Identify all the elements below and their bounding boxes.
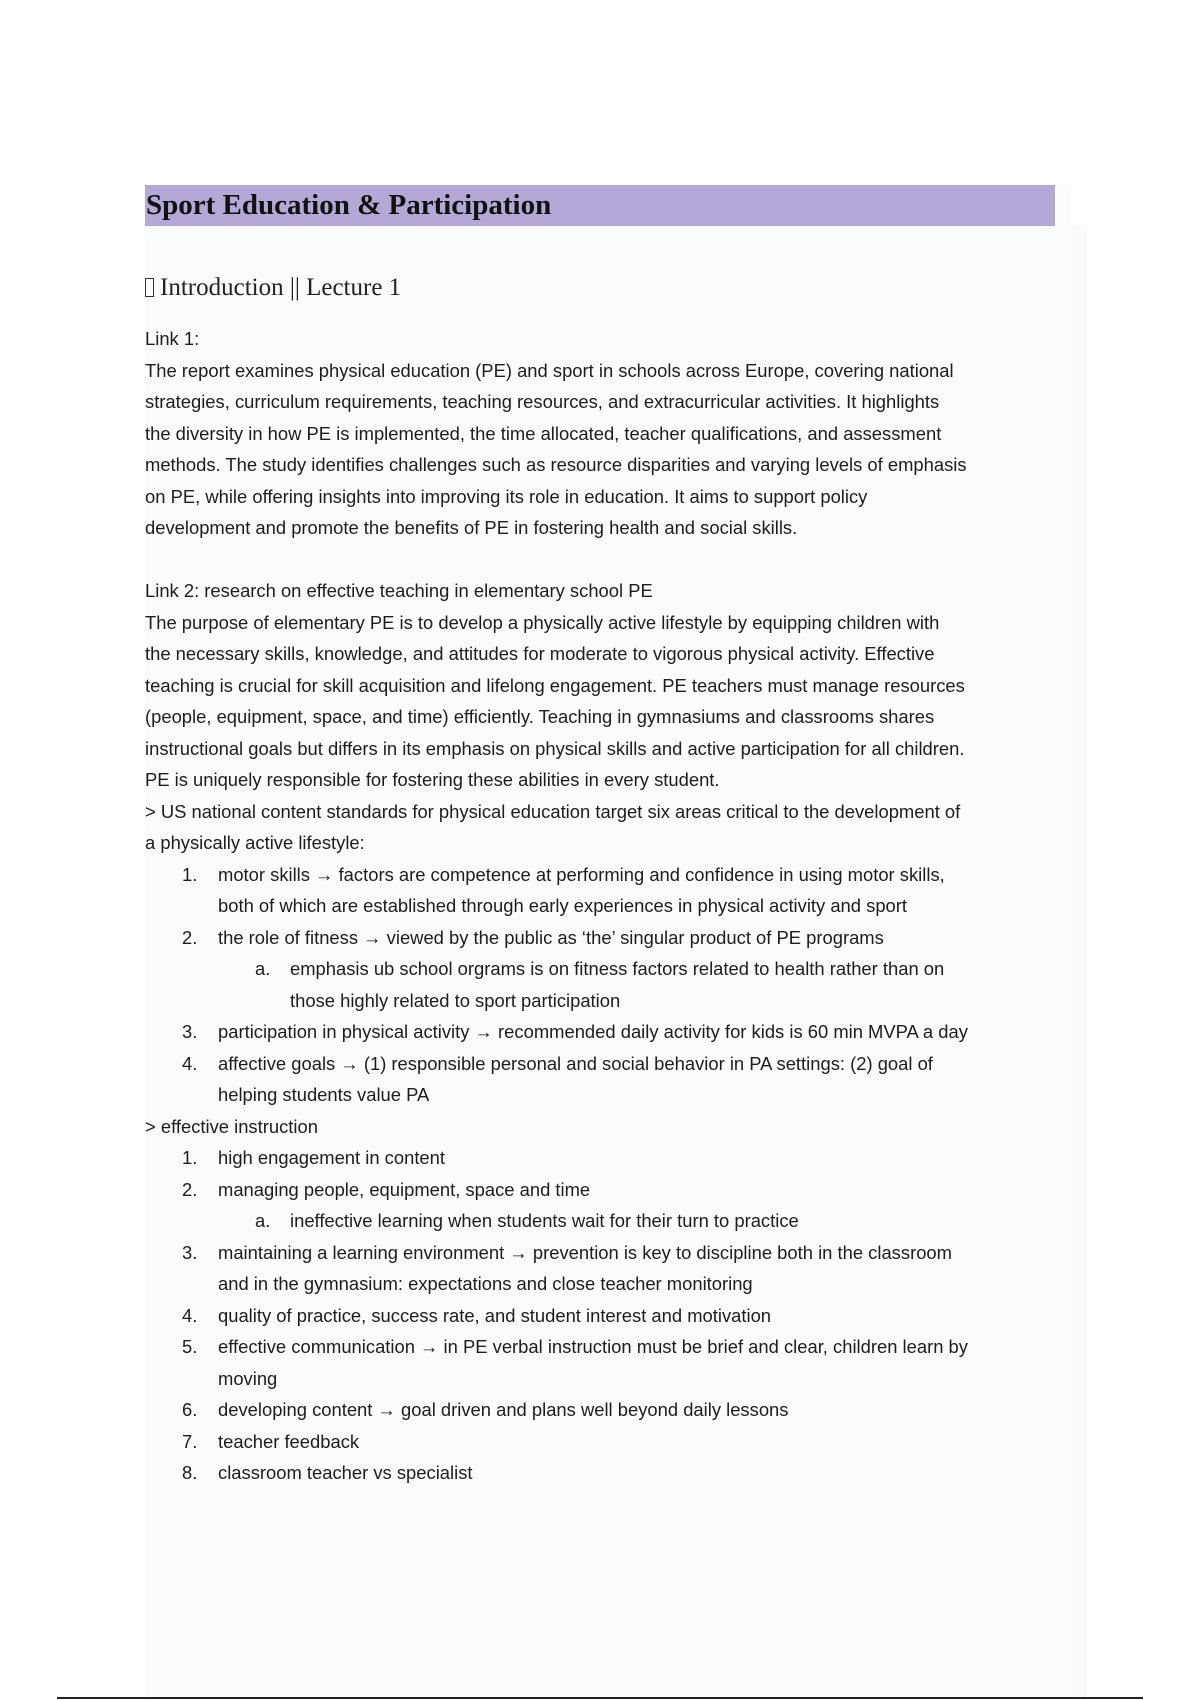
- sub-item-text: emphasis ub school orgrams is on fitness factors related to health rather than on: [290, 958, 945, 979]
- standards-intro-line: a physically active lifestyle:: [145, 832, 365, 853]
- standards-intro-line: > US national content standards for physical education target six areas critical to the development of: [145, 800, 961, 822]
- instruction-list-item: [145, 1426, 1080, 1458]
- section-heading: [145, 270, 401, 305]
- instruction-list-item: [145, 1457, 1080, 1489]
- link-2-label: Link 2: research on effective teaching in elementary school PE: [145, 580, 653, 601]
- footer-rule: [57, 1697, 1143, 1699]
- paragraph-line: methods. The study identifies challenges such as resource disparities and varying levels of emphasis: [145, 454, 967, 475]
- list-number: 1.: [182, 863, 198, 885]
- sub-item-text: ineffective learning when students wait for their turn to practice: [290, 1210, 799, 1231]
- paragraph-line: development and promote the benefits of PE in fostering health and social skills.: [145, 517, 798, 538]
- list-item-text: classroom teacher vs specialist: [218, 1462, 473, 1483]
- list-number: 7.: [182, 1430, 198, 1452]
- paragraph-spacer: [145, 544, 1080, 576]
- sub-item-continuation: those highly related to sport participation: [290, 989, 621, 1011]
- sub-list-letter: a.: [255, 1210, 271, 1231]
- section-heading-text: Introduction || Lecture 1: [160, 274, 402, 301]
- instruction-list-item: [145, 1174, 1080, 1206]
- paragraph-line: strategies, curriculum requirements, teaching resources, and extracurricular activities. It highlights: [145, 391, 940, 412]
- list-item-text: the role of fitness → viewed by the public as ‘the’ singular product of PE programs: [218, 926, 884, 948]
- paragraph-line: teaching is crucial for skill acquisition and lifelong engagement. PE teachers must manage resources: [145, 674, 965, 696]
- document-title: Sport Education & Participation: [145, 185, 1055, 226]
- paragraph-line: (people, equipment, space, and time) efficiently. Teaching in gymnasiums and classrooms shares: [145, 706, 935, 727]
- list-number: 4.: [182, 1304, 198, 1326]
- list-item-text: motor skills → factors are competence at performing and confidence in using motor skills,: [218, 863, 945, 885]
- list-item-text: developing content → goal driven and plans well beyond daily lessons: [218, 1399, 789, 1420]
- document-page: [145, 185, 1071, 1700]
- paragraph-line: instructional goals but differs in its emphasis on physical skills and active participation for all children.: [145, 737, 965, 759]
- sub-list-letter: a.: [255, 958, 271, 979]
- instruction-list-item: [145, 1394, 1080, 1426]
- list-number: 8.: [182, 1462, 198, 1483]
- list-number: 4.: [182, 1052, 198, 1074]
- paragraph-line: the diversity in how PE is implemented, the time allocated, teacher qualifications, and assessment: [145, 422, 942, 444]
- list-item-text: participation in physical activity → recommended daily activity for kids is 60 min MVPA a day: [218, 1021, 968, 1042]
- list-number: 3.: [182, 1021, 198, 1042]
- list-item-text: quality of practice, success rate, and student interest and motivation: [218, 1304, 772, 1326]
- list-number: 6.: [182, 1399, 198, 1420]
- instruction-intro: > effective instruction: [145, 1115, 318, 1137]
- paragraph-line: The purpose of elementary PE is to develop a physically active lifestyle by equipping children with: [145, 611, 940, 633]
- list-item-continuation: helping students value PA: [218, 1084, 430, 1105]
- instruction-list-item: [145, 1331, 1080, 1363]
- list-item-text: affective goals → (1) responsible personal and social behavior in PA settings: (2) goal of: [218, 1052, 933, 1074]
- standards-list-item: [145, 922, 1080, 954]
- list-number: 2.: [182, 1178, 198, 1200]
- link-1-label: Link 1:: [145, 328, 200, 349]
- paragraph-line: on PE, while offering insights into improving its role in education. It aims to support policy: [145, 485, 868, 507]
- list-item-continuation: and in the gymnasium: expectations and close teacher monitoring: [218, 1273, 753, 1294]
- instruction-sub-item: [145, 1205, 1080, 1237]
- list-item-text: maintaining a learning environment → prevention is key to discipline both in the classroom: [218, 1241, 952, 1263]
- list-item-text: managing people, equipment, space and time: [218, 1178, 591, 1200]
- list-number: 2.: [182, 926, 198, 948]
- standards-list-item: [145, 1048, 1080, 1080]
- document-body: [145, 323, 1080, 1489]
- list-number: 3.: [182, 1241, 198, 1263]
- list-item-text: teacher feedback: [218, 1430, 360, 1452]
- list-item-continuation: both of which are established through early experiences in physical activity and sport: [218, 895, 908, 916]
- paragraph-line: the necessary skills, knowledge, and attitudes for moderate to vigorous physical activity. Effective: [145, 643, 935, 664]
- instruction-list-item: [145, 1237, 1080, 1269]
- paragraph-line: PE is uniquely responsible for fostering these abilities in every student.: [145, 769, 720, 790]
- list-item-continuation: moving: [218, 1367, 278, 1389]
- instruction-list-item: [145, 1300, 1080, 1332]
- list-item-text: high engagement in content: [218, 1147, 445, 1168]
- standards-list-item: [145, 859, 1080, 891]
- instruction-list-item: [145, 1142, 1080, 1174]
- missing-glyph-icon: [145, 278, 154, 297]
- list-item-text: effective communication → in PE verbal instruction must be brief and clear, children learn by: [218, 1336, 968, 1357]
- paragraph-line: The report examines physical education (PE) and sport in schools across Europe, covering national: [145, 359, 954, 381]
- standards-sub-item: [145, 953, 1080, 985]
- list-number: 5.: [182, 1336, 198, 1357]
- standards-list-item: [145, 1016, 1080, 1048]
- list-number: 1.: [182, 1147, 198, 1168]
